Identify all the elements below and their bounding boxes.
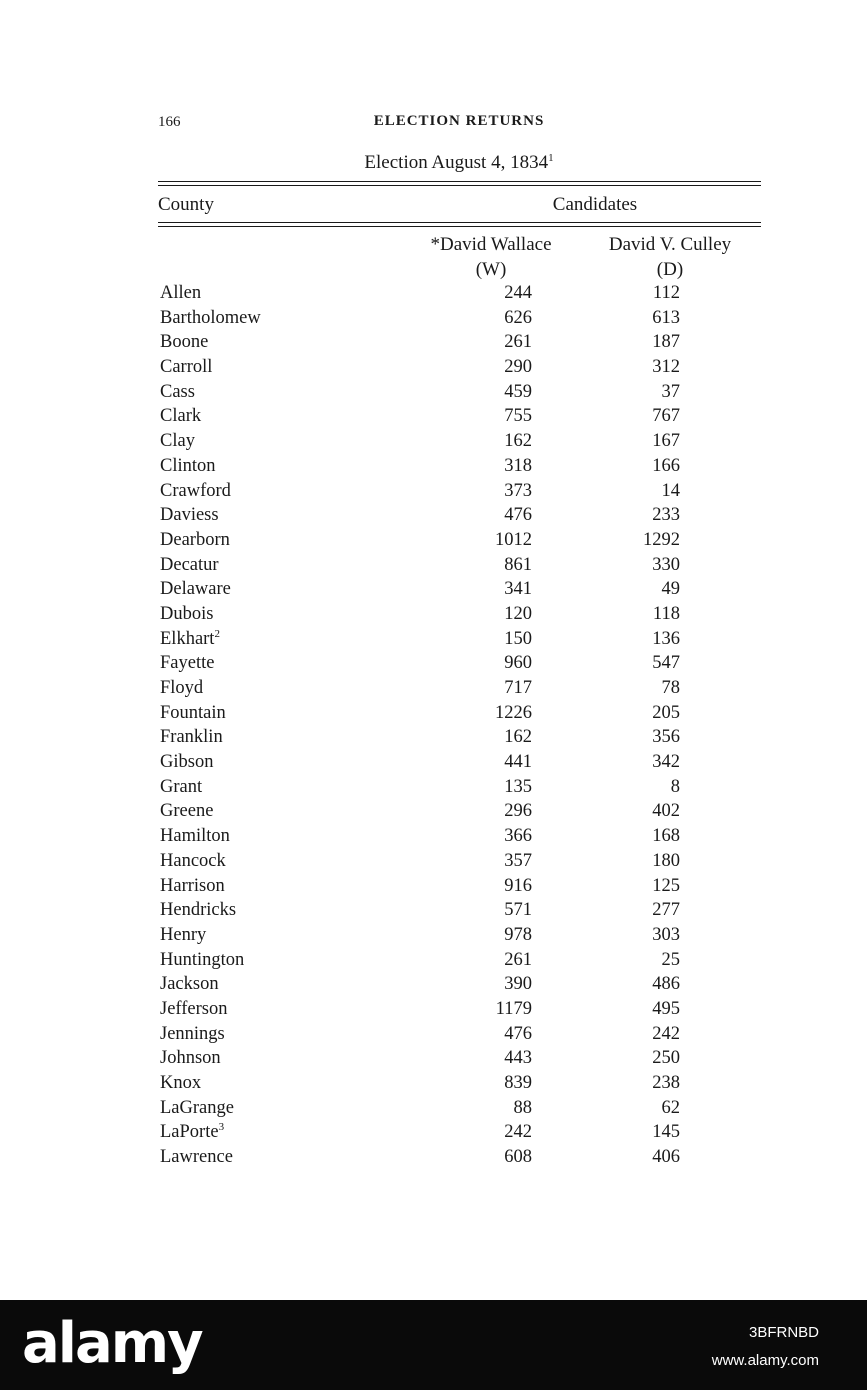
wallace-votes: 960 [504, 653, 532, 674]
table-row [0, 727, 867, 752]
culley-votes: 242 [652, 1023, 680, 1044]
culley-votes: 613 [652, 307, 680, 328]
wallace-votes: 242 [504, 1122, 532, 1143]
culley-votes: 25 [661, 949, 680, 970]
wallace-votes: 626 [504, 307, 532, 328]
wallace-votes: 120 [504, 603, 532, 624]
wallace-votes: 916 [504, 875, 532, 896]
wallace-votes: 571 [504, 900, 532, 921]
county-name-text: Henry [160, 924, 207, 945]
county-name-text: Dearborn [160, 529, 230, 550]
table-row [0, 530, 867, 555]
culley-votes: 78 [661, 678, 680, 698]
county-name-text: Greene [160, 801, 214, 822]
wallace-votes: 1012 [495, 529, 532, 550]
county-name [160, 629, 220, 650]
table-row [0, 604, 867, 629]
culley-votes: 238 [652, 1073, 680, 1093]
county-name [160, 406, 201, 427]
county-name [160, 382, 195, 403]
county-name-text: Jefferson [160, 998, 228, 1019]
wallace-votes: 373 [504, 480, 532, 501]
county-name [160, 876, 225, 897]
county-name [160, 1122, 224, 1143]
table-row [0, 1147, 867, 1172]
table-row [0, 950, 867, 975]
table-title-text: Election August 4, 1834 [364, 152, 549, 173]
wallace-votes: 135 [504, 776, 532, 797]
wallace-votes: 244 [504, 283, 532, 303]
county-name [160, 851, 226, 872]
county-name [160, 555, 219, 576]
culley-votes: 303 [652, 924, 680, 945]
footnote-marker: 2 [214, 627, 220, 640]
culley-votes: 406 [652, 1147, 680, 1168]
county-name [160, 777, 202, 798]
table-title [0, 152, 867, 174]
county-name [160, 481, 231, 502]
wallace-votes: 318 [504, 455, 532, 476]
county-name [160, 703, 226, 724]
column-header-county: County [158, 194, 214, 215]
county-name-text: Carroll [160, 357, 213, 378]
table-row [0, 481, 867, 506]
county-name [160, 999, 227, 1020]
candidate-wallace-header [401, 232, 581, 282]
table-row [0, 505, 867, 530]
culley-votes: 8 [670, 776, 680, 797]
wallace-votes: 261 [504, 949, 532, 970]
page-number: 166 [158, 114, 181, 130]
table-row [0, 555, 867, 580]
culley-votes: 1292 [643, 529, 680, 550]
table-row [0, 1098, 867, 1123]
table-row [0, 703, 867, 728]
county-name [160, 332, 208, 353]
county-name-text: Knox [160, 1073, 202, 1093]
table-row [0, 876, 867, 901]
county-name [160, 974, 219, 995]
table-row [0, 678, 867, 703]
county-name [160, 1073, 201, 1094]
wallace-votes: 443 [504, 1048, 532, 1069]
county-name [160, 357, 212, 378]
county-name-text: Jackson [160, 974, 219, 995]
county-name-text: Hancock [160, 850, 226, 871]
county-name [160, 530, 230, 551]
county-name-text: Daviess [160, 505, 219, 526]
table-row [0, 801, 867, 826]
culley-votes: 112 [652, 283, 680, 303]
county-name [160, 431, 195, 452]
county-name [160, 925, 206, 946]
table-row [0, 308, 867, 333]
running-head: ELECTION RETURNS [373, 113, 545, 129]
county-name-text: Lawrence [160, 1147, 233, 1168]
county-name [160, 1024, 225, 1045]
culley-votes: 168 [652, 826, 680, 847]
county-name [160, 900, 236, 921]
wallace-votes: 162 [504, 431, 532, 452]
county-name-text: Bartholomew [160, 307, 261, 328]
culley-votes: 62 [661, 1097, 680, 1118]
county-name-text: Elkhart [160, 628, 215, 649]
table-row [0, 974, 867, 999]
county-name [160, 801, 213, 822]
table-row [0, 826, 867, 851]
culley-votes: 250 [652, 1048, 680, 1069]
wallace-votes: 290 [504, 357, 532, 378]
wallace-votes: 839 [504, 1073, 532, 1093]
table-row [0, 1122, 867, 1147]
county-name [160, 1147, 233, 1168]
county-name-text: Boone [160, 332, 209, 353]
column-header-candidates: Candidates [552, 194, 638, 215]
wallace-votes: 861 [504, 554, 532, 575]
wallace-votes: 390 [504, 974, 532, 995]
culley-votes: 187 [652, 332, 680, 353]
culley-votes: 145 [652, 1122, 680, 1143]
top-rule-inner [158, 185, 761, 186]
candidate-culley-party: (D) [656, 259, 684, 280]
culley-votes: 312 [652, 357, 680, 378]
wallace-votes: 978 [504, 924, 532, 945]
table-row [0, 900, 867, 925]
wallace-votes: 357 [504, 850, 532, 871]
table-row [0, 382, 867, 407]
county-name-text: Fayette [160, 653, 215, 674]
table-row [0, 752, 867, 777]
wallace-votes: 150 [504, 628, 532, 649]
culley-votes: 14 [661, 480, 680, 501]
candidate-culley-header [580, 232, 760, 282]
wallace-votes: 441 [504, 752, 532, 773]
wallace-votes: 476 [504, 505, 532, 526]
wallace-votes: 88 [513, 1097, 532, 1118]
culley-votes: 402 [652, 801, 680, 822]
culley-votes: 166 [652, 455, 680, 476]
county-name-text: Dubois [160, 603, 214, 624]
table-row [0, 357, 867, 382]
table-row [0, 283, 867, 308]
county-name-text: Grant [160, 776, 203, 797]
culley-votes: 233 [652, 505, 680, 526]
county-name-text: Clinton [160, 455, 216, 476]
table-row [0, 1048, 867, 1073]
table-row [0, 777, 867, 802]
culley-votes: 767 [652, 406, 680, 427]
footnote-marker: 3 [218, 1121, 225, 1134]
culley-votes: 342 [652, 752, 680, 773]
wallace-votes: 162 [504, 727, 532, 748]
county-name [160, 653, 214, 674]
county-name-text: Franklin [160, 727, 223, 748]
county-name-text: Clark [160, 406, 202, 427]
table-row [0, 851, 867, 876]
county-name [160, 308, 261, 329]
county-name [160, 456, 216, 477]
culley-votes: 495 [652, 998, 680, 1019]
county-name-text: LaGrange [160, 1097, 234, 1118]
county-name-text: Hendricks [160, 900, 237, 921]
county-name [160, 727, 223, 748]
county-name-text: Decatur [160, 554, 219, 575]
alamy-logo: alamy [22, 1311, 202, 1376]
culley-votes: 118 [652, 603, 680, 624]
culley-votes: 49 [661, 579, 680, 600]
wallace-votes: 1226 [495, 702, 532, 723]
wallace-votes: 261 [504, 332, 532, 353]
county-name [160, 950, 244, 971]
table-row [0, 629, 867, 654]
wallace-votes: 341 [504, 579, 532, 600]
culley-votes: 205 [652, 702, 680, 723]
county-name-text: Huntington [160, 949, 245, 970]
header-rule-inner [158, 226, 761, 227]
table-row [0, 999, 867, 1024]
site-url: www.alamy.com [711, 1352, 819, 1369]
candidate-wallace-name: *David Wallace [430, 234, 552, 255]
title-footnote-marker: 1 [548, 152, 554, 164]
county-name-text: Cass [160, 381, 195, 402]
county-name [160, 505, 219, 526]
wallace-votes: 459 [504, 381, 532, 402]
county-name-text: Fountain [160, 702, 226, 723]
table-row [0, 1024, 867, 1049]
candidate-culley-name: David V. Culley [608, 234, 732, 255]
wallace-votes: 366 [504, 826, 532, 847]
culley-votes: 37 [661, 381, 680, 402]
wallace-votes: 296 [504, 801, 532, 822]
county-name-text: Jennings [160, 1023, 225, 1044]
image-id: 3BFRNBD [748, 1324, 819, 1341]
top-rule [158, 181, 761, 182]
county-name [160, 579, 231, 600]
table-row [0, 406, 867, 431]
table-row [0, 579, 867, 604]
county-name [160, 826, 230, 847]
county-name [160, 678, 203, 699]
county-name-text: Floyd [160, 678, 204, 698]
culley-votes: 167 [652, 431, 680, 452]
county-name-text: Hamilton [160, 826, 230, 847]
table-row [0, 925, 867, 950]
county-name-text: Delaware [160, 579, 231, 600]
county-name [160, 1048, 221, 1069]
culley-votes: 277 [652, 900, 680, 921]
culley-votes: 486 [652, 974, 680, 995]
county-name-text: LaPorte [160, 1122, 219, 1143]
wallace-votes: 608 [504, 1147, 532, 1168]
culley-votes: 547 [652, 653, 680, 674]
county-name-text: Allen [160, 283, 202, 303]
header-rule [158, 222, 761, 223]
culley-votes: 356 [652, 727, 680, 748]
county-name [160, 752, 213, 773]
table-row [0, 1073, 867, 1098]
table-row [0, 332, 867, 357]
culley-votes: 125 [652, 875, 680, 896]
table-row [0, 456, 867, 481]
culley-votes: 180 [652, 850, 680, 871]
county-name [160, 1098, 234, 1119]
county-name-text: Harrison [160, 875, 225, 896]
candidate-wallace-party: (W) [475, 259, 507, 280]
wallace-votes: 755 [504, 406, 532, 427]
county-name-text: Crawford [160, 480, 231, 501]
county-name [160, 283, 201, 304]
culley-votes: 330 [652, 554, 680, 575]
wallace-votes: 476 [504, 1023, 532, 1044]
culley-votes: 136 [652, 628, 680, 649]
county-name-text: Johnson [160, 1048, 221, 1069]
county-name-text: Clay [160, 431, 195, 452]
table-row [0, 653, 867, 678]
wallace-votes: 717 [504, 678, 532, 698]
county-name-text: Gibson [160, 752, 214, 773]
returns-table-body [0, 283, 867, 1172]
table-row [0, 431, 867, 456]
county-name [160, 604, 213, 625]
wallace-votes: 1179 [495, 998, 532, 1019]
